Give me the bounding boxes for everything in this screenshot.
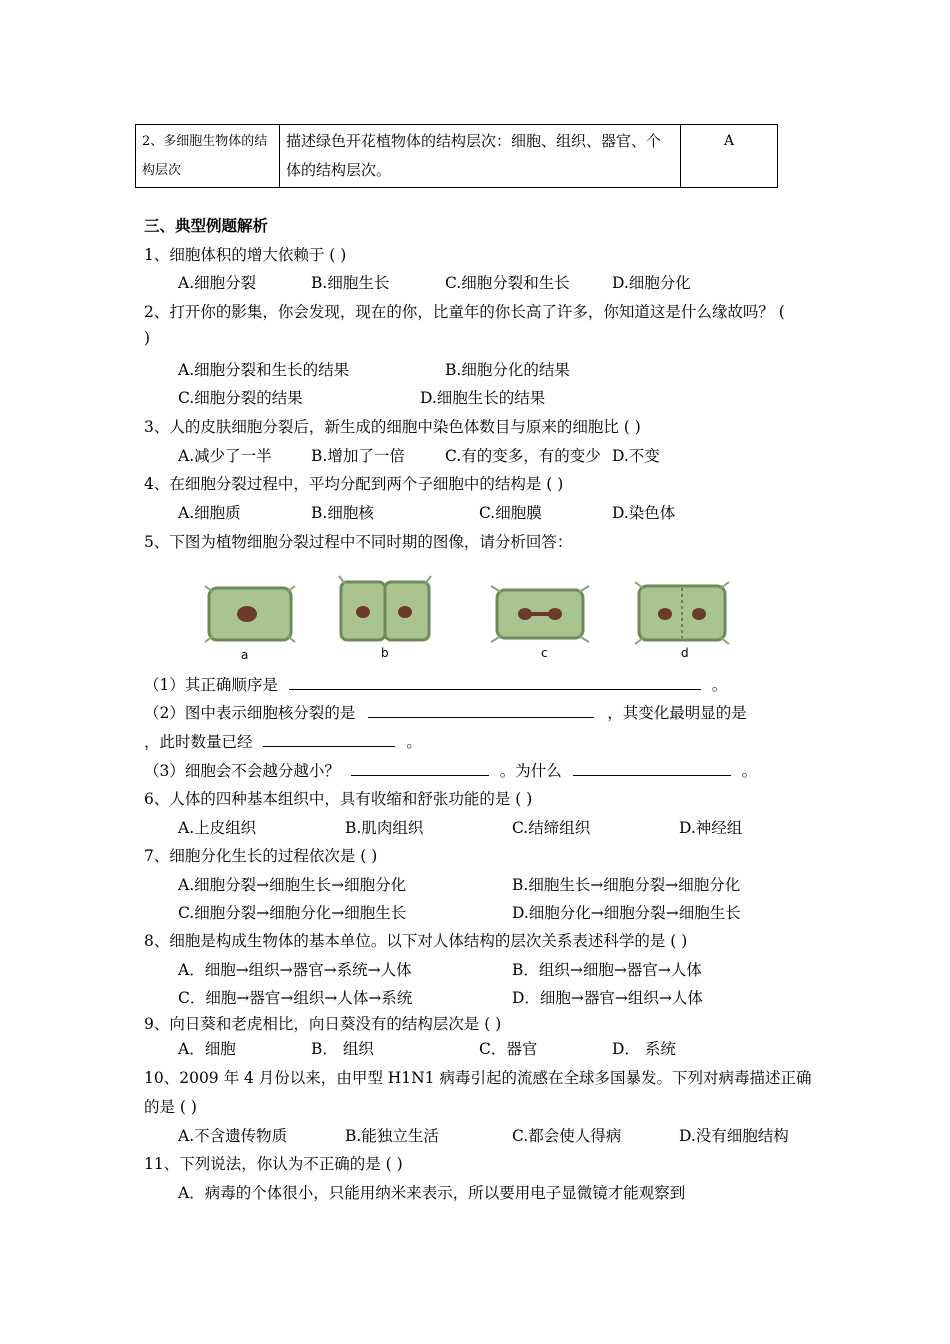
q6-option-b: B.肌肉组织 xyxy=(345,819,424,837)
q7-option-b: B.细胞生长→细胞分裂→细胞分化 xyxy=(512,876,741,894)
cell-c-image xyxy=(491,586,589,642)
question-8-stem: 8、细胞是构成生物体的基本单位。以下对人体结构的层次关系表述科学的是 ( ) xyxy=(144,932,688,950)
q9-option-c: C．器官 xyxy=(479,1040,538,1058)
question-2-stem-cont: ) xyxy=(144,329,151,347)
q10-option-a: A.不含遗传物质 xyxy=(178,1127,288,1145)
figure-label-a: a xyxy=(241,648,249,662)
q7-option-a: A.细胞分裂→细胞生长→细胞分化 xyxy=(178,876,407,894)
q1-option-c: C.细胞分裂和生长 xyxy=(445,274,570,292)
q5-sub1-end: 。 xyxy=(711,676,728,694)
q8-option-c: C．细胞→器官→组织→人体→系统 xyxy=(178,989,413,1007)
question-3-stem: 3、人的皮肤细胞分裂后，新生成的细胞中染色体数目与原来的细胞比 ( ) xyxy=(144,418,641,436)
q7-option-d: D.细胞分化→细胞分裂→细胞生长 xyxy=(512,904,741,922)
q5-sub3-end: 。 xyxy=(741,762,758,780)
q5-sub3 xyxy=(144,759,757,781)
q10-option-b: B.能独立生活 xyxy=(345,1127,439,1145)
answer-blank[interactable] xyxy=(263,732,395,747)
cell-d-image xyxy=(635,582,729,644)
q3-option-a: A.减少了一半 xyxy=(178,447,272,465)
question-9-stem: 9、向日葵和老虎相比，向日葵没有的结构层次是 ( ) xyxy=(144,1015,502,1033)
q9-option-d: D． 系统 xyxy=(612,1040,676,1058)
q5-sub2-mid: ，其变化最明显的是 xyxy=(607,704,747,722)
q5-sub2-cont-prompt: ，此时数量已经 xyxy=(144,733,253,751)
q5-sub1 xyxy=(144,673,727,695)
q5-sub1-prompt: （1）其正确顺序是 xyxy=(144,676,278,694)
q8-option-b: B．组织→细胞→器官→人体 xyxy=(512,961,702,979)
q1-option-a: A.细胞分裂 xyxy=(178,274,257,292)
q8-option-d: D．细胞→器官→组织→人体 xyxy=(512,989,703,1007)
section-title: 三、典型例题解析 xyxy=(144,216,269,235)
q6-option-d: D.神经组 xyxy=(679,819,743,837)
answer-blank[interactable] xyxy=(368,703,594,718)
figure-label-b: b xyxy=(381,646,389,660)
question-2-stem: 2、打开你的影集，你会发现，现在的你，比童年的你长高了许多，你知道这是什么缘故吗？ ( xyxy=(144,303,785,321)
q6-option-a: A.上皮组织 xyxy=(178,819,257,837)
question-11-stem: 11、下列说法，你认为不正确的是 ( ) xyxy=(144,1155,403,1173)
q10-option-d: D.没有细胞结构 xyxy=(679,1127,789,1145)
q5-sub3-prompt: （3）细胞会不会越分越小？ xyxy=(144,762,340,780)
cell-division-figure xyxy=(195,572,740,664)
question-6-stem: 6、人体的四种基本组织中，具有收缩和舒张功能的是 ( ) xyxy=(144,790,533,808)
q9-option-b: B． 组织 xyxy=(311,1040,374,1058)
q6-option-c: C.结缔组织 xyxy=(512,819,591,837)
q5-sub2-cont xyxy=(144,730,422,752)
q2-option-a: A.细胞分裂和生长的结果 xyxy=(178,361,350,379)
answer-blank[interactable] xyxy=(573,761,731,776)
cell-b-image xyxy=(339,576,431,640)
q2-option-b: B.细胞分化的结果 xyxy=(445,361,570,379)
q4-option-b: B.细胞核 xyxy=(311,504,374,522)
table-cell-level: A xyxy=(681,125,778,188)
answer-blank[interactable] xyxy=(289,675,701,690)
question-4-stem: 4、在细胞分裂过程中，平均分配到两个子细胞中的结构是 ( ) xyxy=(144,475,564,493)
table-cell-description: 描述绿色开花植物体的结构层次：细胞、组织、器官、个体的结构层次。 xyxy=(280,125,681,188)
q1-option-d: D.细胞分化 xyxy=(612,274,691,292)
q5-sub2-end: 。 xyxy=(406,733,422,751)
table-cell-topic: 2、多细胞生物体的结构层次 xyxy=(136,125,280,188)
question-10-stem: 10、2009 年 4 月份以来，由甲型 H1N1 病毒引起的流感在全球多国暴发。下列对病毒描述正确 xyxy=(144,1069,812,1087)
q1-option-b: B.细胞生长 xyxy=(311,274,390,292)
q5-sub3-mid: 。为什么 xyxy=(499,762,562,780)
table-row xyxy=(136,125,778,188)
q10-option-c: C.都会使人得病 xyxy=(512,1127,622,1145)
question-7-stem: 7、细胞分化生长的过程依次是 ( ) xyxy=(144,847,378,865)
question-1-stem: 1、细胞体积的增大依赖于 ( ) xyxy=(144,246,347,264)
question-5-stem: 5、下图为植物细胞分裂过程中不同时期的图像，请分析回答： xyxy=(144,533,573,551)
cell-a-image xyxy=(205,586,295,642)
q4-option-a: A.细胞质 xyxy=(178,504,241,522)
standards-table xyxy=(135,124,778,188)
q4-option-c: C.细胞膜 xyxy=(479,504,542,522)
answer-blank[interactable] xyxy=(351,761,489,776)
q3-option-d: D.不变 xyxy=(612,447,660,465)
q5-sub2-prompt: （2）图中表示细胞核分裂的是 xyxy=(144,704,356,722)
q4-option-d: D.染色体 xyxy=(612,504,676,522)
q11-option-a: A．病毒的个体很小，只能用纳米来表示，所以要用电子显微镜才能观察到 xyxy=(178,1184,686,1202)
q9-option-a: A．细胞 xyxy=(178,1040,236,1058)
q3-option-b: B.增加了一倍 xyxy=(311,447,405,465)
question-10-stem-cont: 的是 ( ) xyxy=(144,1098,197,1116)
q3-option-c: C.有的变多，有的变少 xyxy=(445,447,601,465)
q2-option-d: D.细胞生长的结果 xyxy=(420,389,546,407)
q2-option-c: C.细胞分裂的结果 xyxy=(178,389,303,407)
q7-option-c: C.细胞分裂→细胞分化→细胞生长 xyxy=(178,904,407,922)
figure-label-d: d xyxy=(681,646,689,660)
figure-label-c: c xyxy=(541,646,548,660)
q5-sub2 xyxy=(144,701,747,723)
q8-option-a: A．细胞→组织→器官→系统→人体 xyxy=(178,961,412,979)
